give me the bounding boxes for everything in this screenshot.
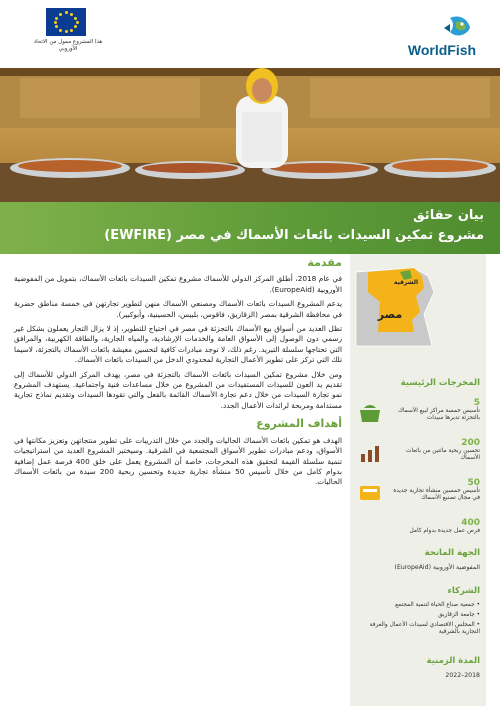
output-text: تحسين ربحية مائتين من بائعات الأسماك: [406, 448, 480, 462]
output-item: [356, 398, 480, 438]
header: [0, 0, 500, 68]
funder-text: المفوضية الأوروبية (EuropeAid): [394, 564, 480, 571]
factsheet-label: بيان حقائق: [413, 208, 484, 223]
output-item: [356, 478, 480, 518]
output-text: تأسيس خمسة مراكز لبيع الأسماك بالتجزئة تديرها سيدات: [398, 408, 480, 422]
hero-photo: [0, 68, 500, 202]
title-bar: [0, 202, 500, 254]
profit-icon: [358, 440, 382, 464]
eu-funding-caption: هذا المشروع ممول من الاتحاد الأوروبي: [33, 39, 103, 52]
output-number: 400: [461, 518, 480, 528]
intro-paragraph-1: في عام 2018، أطلق المركز الدولي للأسماك مشروع تمكين السيدات بائعات الأسماك، بتمويل من المفوضية الأوروبية (EuropeAid).: [14, 274, 342, 294]
outputs-heading: المخرجات الرئيسية: [400, 378, 480, 388]
duration-text: 2018–2022: [445, 672, 480, 679]
output-text: فرص عمل جديدة بدوام كامل: [409, 528, 480, 534]
fish-stall-icon: [358, 400, 382, 424]
intro-paragraph-3: تظل العديد من أسواق بيع الأسماك بالتجزئة في مصر في احتياج للتطوير، إذ لا يزال التجار يعملون بشكل غير رسمي دون الوصول إلى الأسواق العامة والخدمات الإرشادية، والمياه الجارية، والطاقة الكهربية، والمرافق التي تحتاجها سلسلة التبريد. رغم ذلك، لا توجد مبادرات كافية لتحسين معيشة بائعات الأسماك بالتجزئة، لاسيما تلك التي تركز على تطوير الأعمال التجارية لمحدودي الدخل من السيدات بائعات الأسماك.: [14, 324, 342, 365]
fish-logo-icon: [392, 14, 492, 44]
partners-heading: الشركاء: [447, 586, 480, 596]
goals-heading: أهداف المشروع: [256, 417, 342, 431]
eu-flag-icon: [46, 8, 86, 36]
goals-paragraph: الهدف هو تمكين بائعات الأسماك الحاليات والجدد من خلال التدريبات على تطوير منتجاتهن وتعزيز مكانتها في الأسواق، ودعم مبادرات تطوير الأسواق المجتمعية في الشرقية. وسيختبر المشروع العديد من استراتيجيات تنمية سلسلة القيمة لتحقيق هذه المخرجات، خاصة أن المشروع يعمل على خلق 400 فرصة عمل إضافية بدوام كامل من خلال تأسيس 50 منشأة تجارية جديدة وتحسين ربحية 200 سيدة من بائعات الأسماك الحاليات.: [14, 435, 342, 487]
sidebar: [350, 254, 486, 706]
map-governorate-label: الشرقية: [393, 279, 419, 286]
main-content: [14, 258, 342, 698]
partner-item: • جامعة الزقازيق: [438, 612, 480, 618]
map-country-label: مصر: [377, 308, 403, 321]
worldfish-logo: [392, 14, 492, 62]
intro-heading: مقدمة: [307, 256, 342, 269]
worldfish-logo-text: WorldFish: [407, 42, 477, 58]
intro-paragraph-4: ومن خلال مشروع تمكين السيدات بائعات الأسماك بالتجزئة في مصر، يهدف المركز الدولي للأسماك إلى تقديم يد العون للسيدات المستفيدات من المشروع من خلال مساعدات فنية واجتماعية. يستهدف المشروع نمو تجارة السيدات من خلال دعم تجارة الأسماك القائمة بالفعل والتي تقودها السيدات وتقديم نماذج تجارية مستدامة ومربحة لرائدات الأعمال الجدد.: [14, 369, 342, 410]
duration-heading: المدة الزمنية: [426, 656, 480, 666]
intro-paragraph-2: يدعم المشروع السيدات بائعات الأسماك ومصنعي الأسماك منهن لتطوير تجارتهن في خمسة مناطق حضرية في محافظة الشرقية بمصر (الزقازيق، فاقوس، بلبيس، الحسينية، وأبوكبير).: [14, 299, 342, 319]
partner-item: • المجلس الاقتصادي لسيدات الأعمال والغرفة التجارية بالشرقية: [369, 622, 480, 636]
processing-icon: [358, 480, 382, 504]
output-number: 50: [467, 478, 480, 488]
output-number: 5: [473, 398, 480, 408]
funder-heading: الجهة المانحة: [424, 548, 480, 558]
output-text: تأسيس خمسين منشأة تجارية جديدة في مجال تصنيع الأسماك: [393, 488, 480, 502]
partner-item: • جمعية صناع الحياة لتنمية المجتمع: [395, 602, 480, 608]
output-number: 200: [461, 438, 480, 448]
page-title: مشروع تمكين السيدات بائعات الأسماك في مصر (EWFIRE): [104, 228, 484, 243]
egypt-map: [354, 262, 436, 348]
output-item: [356, 438, 480, 478]
